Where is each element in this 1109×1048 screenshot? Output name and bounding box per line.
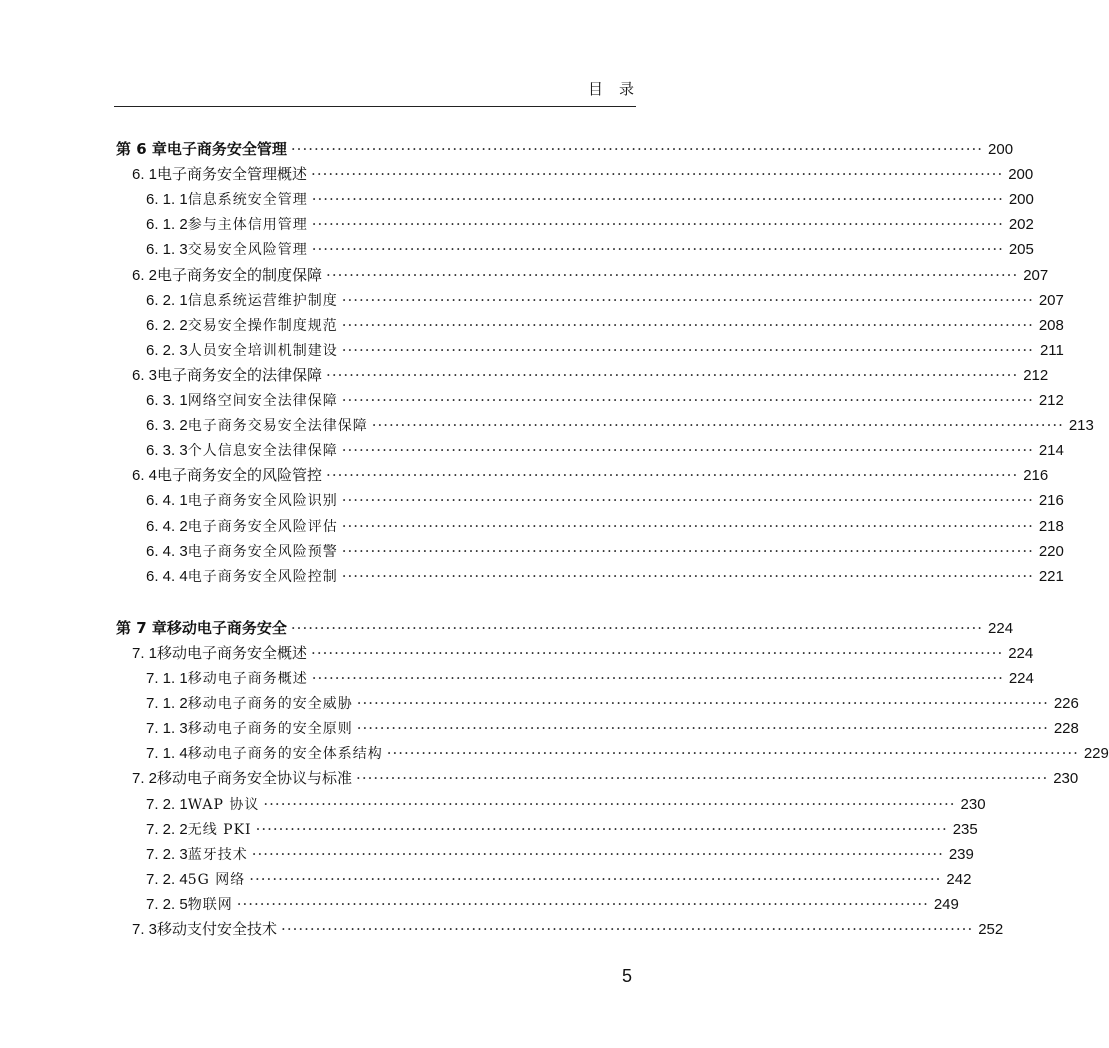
running-header (114, 78, 650, 107)
toc-entry-sub (146, 539, 1064, 564)
toc-entry-page: 202 (1008, 216, 1034, 234)
toc-dot-leader: ························································································································ (341, 491, 1034, 510)
toc-entry-page: 208 (1038, 316, 1064, 334)
toc-entry-title: 移动电子商务概述 (187, 671, 308, 687)
toc-entry-sub (146, 488, 1064, 513)
toc-entry-title: 移动电子商务安全协议与标准 (157, 769, 353, 788)
toc-entry-page: 216 (1038, 492, 1064, 510)
toc-entry-title: 无线 PKI (187, 821, 252, 838)
toc-entry-section (132, 463, 1049, 488)
toc-entry-sub (146, 564, 1064, 589)
toc-entry-page: 242 (946, 870, 972, 888)
toc-entry-title: 个人信息安全法律保障 (187, 443, 338, 460)
toc-entry-number: 6. 2. 2 (146, 316, 188, 334)
toc-entry-sub (146, 792, 986, 817)
toc-entry-number: 6. 1. 3 (146, 241, 188, 259)
toc-entry-title: 信息系统运营维护制度 (187, 292, 338, 309)
toc-dot-leader: ························································································································ (356, 769, 1049, 788)
toc-entry-title: 电子商务安全风险评估 (187, 518, 338, 535)
toc-dot-leader: ························································································································ (326, 365, 1019, 384)
toc-dot-leader: ························································································································ (311, 643, 1004, 662)
toc-dot-leader: ························································································································ (341, 441, 1034, 460)
toc-entry-title: 移动电子商务的安全体系结构 (187, 746, 383, 763)
toc-entry-sub (146, 842, 974, 867)
toc-entry-number: 7. 2. 1 (146, 795, 188, 813)
toc-dot-leader: ························································································································ (236, 894, 929, 913)
toc-entry-page: 205 (1008, 241, 1034, 259)
toc-entry-page: 228 (1053, 720, 1079, 738)
toc-entry-page: 200 (988, 141, 1014, 158)
toc-entry-page: 200 (1008, 166, 1034, 184)
toc-entry-page: 230 (1053, 770, 1079, 788)
toc-entry-sub (146, 691, 1079, 716)
toc-entry-title: 网络空间安全法律保障 (187, 393, 338, 409)
toc-entry-chapter (116, 616, 1014, 641)
toc-entry-sub (146, 666, 1034, 691)
toc-entry-sub (146, 212, 1034, 237)
toc-entry-sub (146, 413, 1094, 438)
toc-dot-leader: ························································································································ (341, 340, 1034, 359)
toc-entry-number: 7. 1. 4 (146, 745, 188, 763)
toc-entry-section (132, 162, 1034, 187)
toc-entry-title: 移动电子商务的安全原则 (187, 721, 353, 738)
toc-entry-title: 交易安全风险管理 (187, 242, 308, 259)
toc-entry-title: 物联网 (187, 896, 233, 913)
toc-entry-sub (146, 867, 972, 892)
toc-dot-leader: ························································································································ (249, 869, 942, 888)
toc-entry-number: 6. 4. 2 (146, 517, 188, 535)
toc-entry-number: 7. 2. 2 (146, 820, 188, 838)
toc-entry-page: 216 (1023, 467, 1049, 485)
toc-entry-chapter (116, 137, 1014, 162)
toc-entry-number: 6. 3. 2 (146, 417, 188, 435)
toc-dot-leader: ························································································································ (386, 744, 1079, 763)
toc-entry-page: 211 (1039, 341, 1064, 359)
toc-dot-leader: ························································································································ (341, 516, 1034, 535)
toc-entry-section (132, 766, 1079, 791)
toc-entry-sub (146, 288, 1064, 313)
toc-entry-title: 蓝牙技术 (187, 846, 248, 863)
toc-entry-number: 6. 2. 3 (146, 341, 188, 359)
toc-entry-number: 6. 3 (132, 366, 158, 384)
toc-entry-number: 7. 1. 3 (146, 720, 188, 738)
toc-dot-leader: ························································································································ (326, 466, 1019, 485)
toc-entry-title: 电子商务安全的风险管控 (157, 466, 323, 485)
toc-dot-leader: ························································································································ (281, 920, 974, 938)
page-number: 5 (622, 966, 633, 986)
toc-entry-number: 6. 4 (132, 467, 158, 485)
toc-entry-title: 电子商务安全管理 (166, 140, 287, 158)
toc-entry-number: 6. 4. 3 (146, 542, 188, 560)
toc-entry-sub (146, 237, 1034, 262)
toc-entry-page: 235 (952, 820, 978, 838)
toc-entry-page: 213 (1068, 417, 1094, 435)
toc-entry-title: 移动电子商务安全 (166, 618, 287, 637)
toc-entry-number: 7. 1 (132, 644, 158, 662)
toc-entry-title: 电子商务交易安全法律保障 (187, 418, 368, 435)
toc-entry-section (132, 363, 1049, 388)
toc-entry-number: 6. 1 (132, 166, 158, 184)
toc-entry-page: 207 (1038, 291, 1064, 309)
toc-entry-number: 7. 3 (132, 921, 158, 938)
toc-entry-title: 交易安全操作制度规范 (187, 317, 338, 334)
toc-entry-number: 第 6 章 (116, 140, 167, 158)
toc-entry-title: 移动电子商务的安全威胁 (187, 696, 353, 713)
toc-entry-page: 226 (1053, 695, 1079, 713)
toc-entry-title: WAP 协议 (187, 796, 260, 813)
toc-entry-title: 移动电子商务安全概述 (157, 643, 308, 662)
toc-dot-leader: ························································································································ (341, 290, 1034, 309)
toc-entry-number: 6. 3. 3 (146, 442, 188, 460)
toc-entry-title: 5G 网络 (187, 871, 246, 888)
toc-entry-title: 参与主体信用管理 (187, 217, 308, 234)
toc-entry-title: 电子商务安全的制度保障 (157, 265, 323, 284)
toc-entry-number: 7. 2. 4 (146, 870, 188, 888)
toc-entry-title: 移动支付安全技术 (157, 920, 278, 938)
toc-entry-sub (146, 514, 1064, 539)
toc-dot-leader: ························································································································ (326, 265, 1019, 284)
toc-entry-number: 6. 3. 1 (146, 392, 188, 409)
toc-entry-title: 电子商务安全管理概述 (157, 165, 308, 184)
toc-entry-page: 224 (988, 619, 1014, 637)
toc-entry-number: 7. 2. 5 (146, 895, 188, 913)
toc-entry-number: 6. 4. 4 (146, 567, 188, 585)
toc-entry-title: 信息系统安全管理 (187, 192, 308, 209)
toc-dot-leader: ························································································································ (341, 541, 1034, 560)
toc-entry-sub (146, 313, 1064, 338)
toc-entry-sub (146, 716, 1079, 741)
toc-entry-title: 人员安全培训机制建设 (187, 342, 338, 359)
toc-entry-page: 224 (1008, 644, 1034, 662)
toc-entry-sub (146, 817, 978, 842)
toc-entry-number: 7. 1. 2 (146, 695, 188, 713)
toc-entry-page: 207 (1023, 266, 1049, 284)
toc-entry-sub (146, 892, 959, 917)
toc-dot-leader: ························································································································ (290, 618, 984, 637)
toc-dot-leader: ························································································································ (263, 794, 956, 813)
toc-dot-leader: ························································································································ (341, 391, 1034, 409)
toc-dot-leader: ························································································································ (311, 215, 1004, 234)
toc-entry-title: 电子商务安全的法律保障 (157, 365, 323, 384)
toc-entry-number: 6. 4. 1 (146, 492, 188, 510)
toc-entry-number: 6. 2. 1 (146, 291, 188, 309)
toc-entry-section (132, 263, 1049, 288)
toc-dot-leader: ························································································································ (311, 165, 1004, 184)
toc-dot-leader: ························································································································ (255, 819, 948, 838)
toc-dot-leader: ························································································································ (356, 719, 1049, 738)
toc-dot-leader: ························································································································ (341, 566, 1034, 585)
toc-entry-section (132, 641, 1034, 666)
toc-entry-number: 7. 1. 1 (146, 670, 188, 687)
header-title: 目录 (587, 80, 650, 98)
toc-entry-number: 6. 2 (132, 266, 158, 284)
toc-entry-number: 6. 1. 2 (146, 216, 188, 234)
toc-entry-page: 220 (1038, 542, 1064, 560)
toc-entry-number: 6. 1. 1 (146, 191, 188, 209)
toc-entry-title: 电子商务安全风险预警 (187, 543, 338, 560)
toc-dot-leader: ························································································································ (290, 140, 984, 158)
toc-entry-number: 第 7 章 (116, 618, 167, 637)
toc-dot-leader: ························································································································ (251, 844, 944, 863)
toc-entry-sub (146, 741, 1109, 766)
toc-entry-title: 电子商务安全风险控制 (187, 568, 338, 585)
toc-entry-page: 224 (1008, 670, 1034, 687)
toc-entry-number: 7. 2. 3 (146, 845, 188, 863)
toc-entry-page: 200 (1008, 191, 1034, 209)
toc-entry-page: 230 (960, 795, 986, 813)
toc-dot-leader: ························································································································ (311, 669, 1004, 687)
toc-entry-page: 252 (978, 921, 1004, 938)
toc-entry-sub (146, 187, 1034, 212)
toc-dot-leader: ························································································································ (311, 190, 1004, 209)
toc-entry-page: 212 (1023, 366, 1049, 384)
toc-entry-section (132, 917, 1004, 942)
toc-entry-page: 229 (1083, 745, 1109, 763)
toc-entry-title: 电子商务安全风险识别 (187, 493, 338, 510)
toc-entry-page: 221 (1038, 567, 1064, 585)
toc-entry-page: 214 (1038, 442, 1064, 460)
toc-entry-page: 218 (1038, 517, 1064, 535)
toc-entry-page: 212 (1038, 392, 1064, 409)
toc-dot-leader: ························································································································ (371, 416, 1064, 435)
toc-dot-leader: ························································································································ (356, 694, 1049, 713)
toc-entry-sub (146, 388, 1064, 413)
toc-entry-page: 239 (948, 845, 974, 863)
toc-dot-leader: ························································································································ (341, 315, 1034, 334)
toc-entry-sub (146, 438, 1064, 463)
toc-entry-sub (146, 338, 1064, 363)
toc-entry-page: 249 (933, 895, 959, 913)
toc-entry-number: 7. 2 (132, 770, 158, 788)
toc-dot-leader: ························································································································ (311, 240, 1004, 259)
